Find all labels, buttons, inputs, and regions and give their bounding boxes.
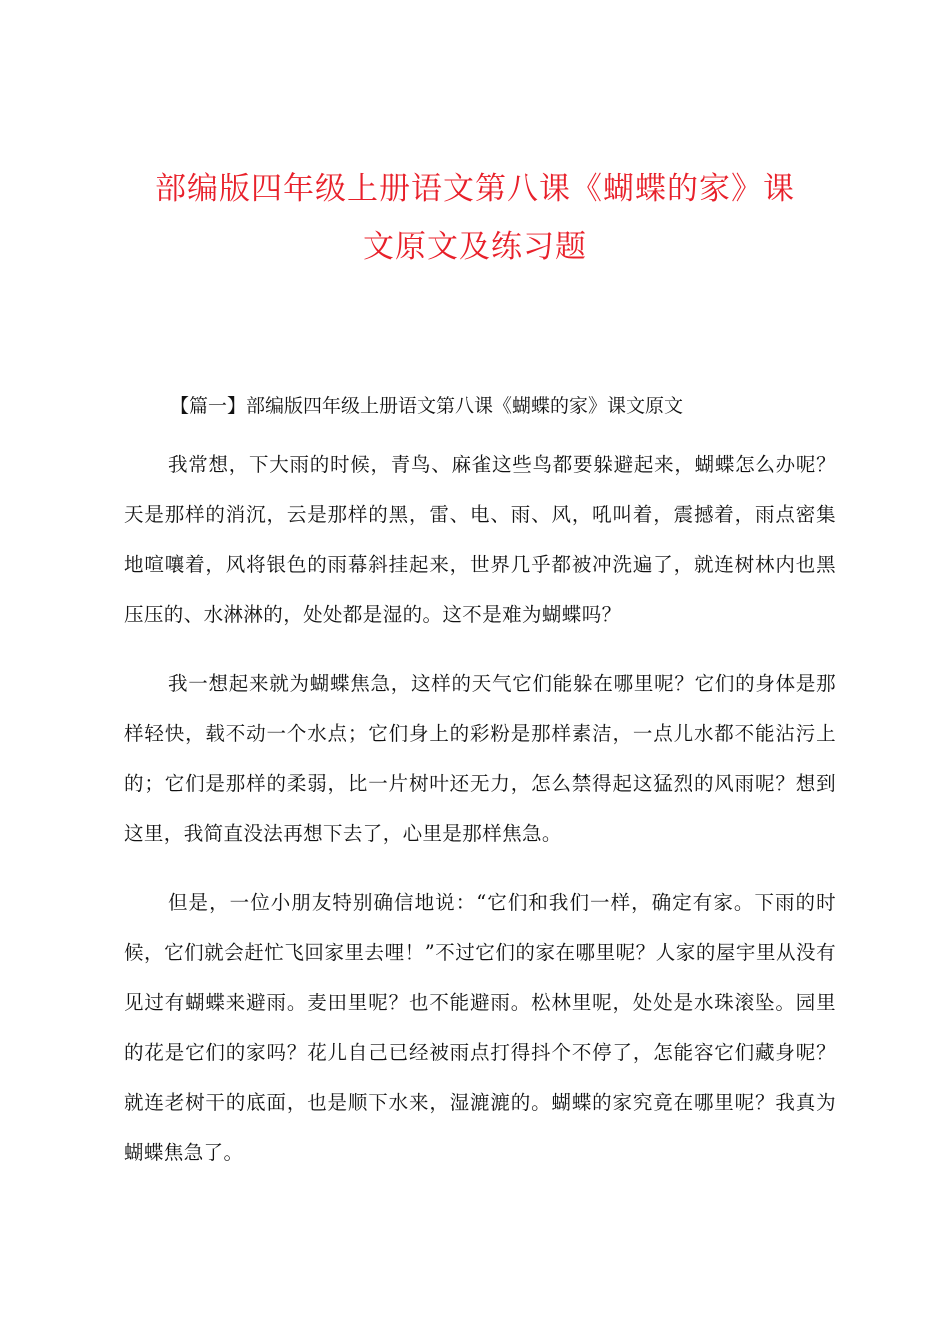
paragraph-2: 我一想起来就为蝴蝶焦急，这样的天气它们能躲在哪里呢？它们的身体是那样轻快，载不动一个水点；它们身上的彩粉是那样素洁，一点儿水都不能沾污上的；它们是那样的柔弱，比一片树叶还无力，怎么禁得起这猛烈的风雨呢？想到这里，我简直没法再想下去了，心里是那样焦急。 bbox=[124, 672, 836, 845]
document-title bbox=[115, 160, 835, 276]
paragraph-3: 但是，一位小朋友特别确信地说：“它们和我们一样，确定有家。下雨的时候，它们就会赶忙飞回家里去哩！”不过它们的家在哪里呢？人家的屋宇里从没有见过有蝴蝶来避雨。麦田里呢？也不能避雨。松林里呢，处处是水珠滚坠。园里的花是它们的家吗？花儿自己已经被雨点打得抖个不停了，怎能容它们藏身呢？就连老树干的底面，也是顺下水来，湿漉漉的。蝴蝶的家究竟在哪里呢？我真为蝴蝶焦急了。 bbox=[124, 891, 836, 1164]
title-line-1: 部编版四年级上册语文第八课《蝴蝶的家》课 bbox=[155, 171, 795, 207]
paragraph-1: 我常想，下大雨的时候，青鸟、麻雀这些鸟都要躲避起来，蝴蝶怎么办呢？天是那样的消沉，云是那样的黑，雷、电、雨、风，吼叫着，震撼着，雨点密集地喧嚷着，风将银色的雨幕斜挂起来，世界几乎都被冲洗遍了，就连树林内也黑压压的、水淋淋的，处处都是湿的。这不是难为蝴蝶吗？ bbox=[124, 453, 836, 626]
document-body bbox=[124, 390, 836, 1197]
title-line-2: 文原文及练习题 bbox=[363, 229, 587, 265]
section-heading: 【篇一】部编版四年级上册语文第八课《蝴蝶的家》课文原文 bbox=[170, 395, 684, 417]
